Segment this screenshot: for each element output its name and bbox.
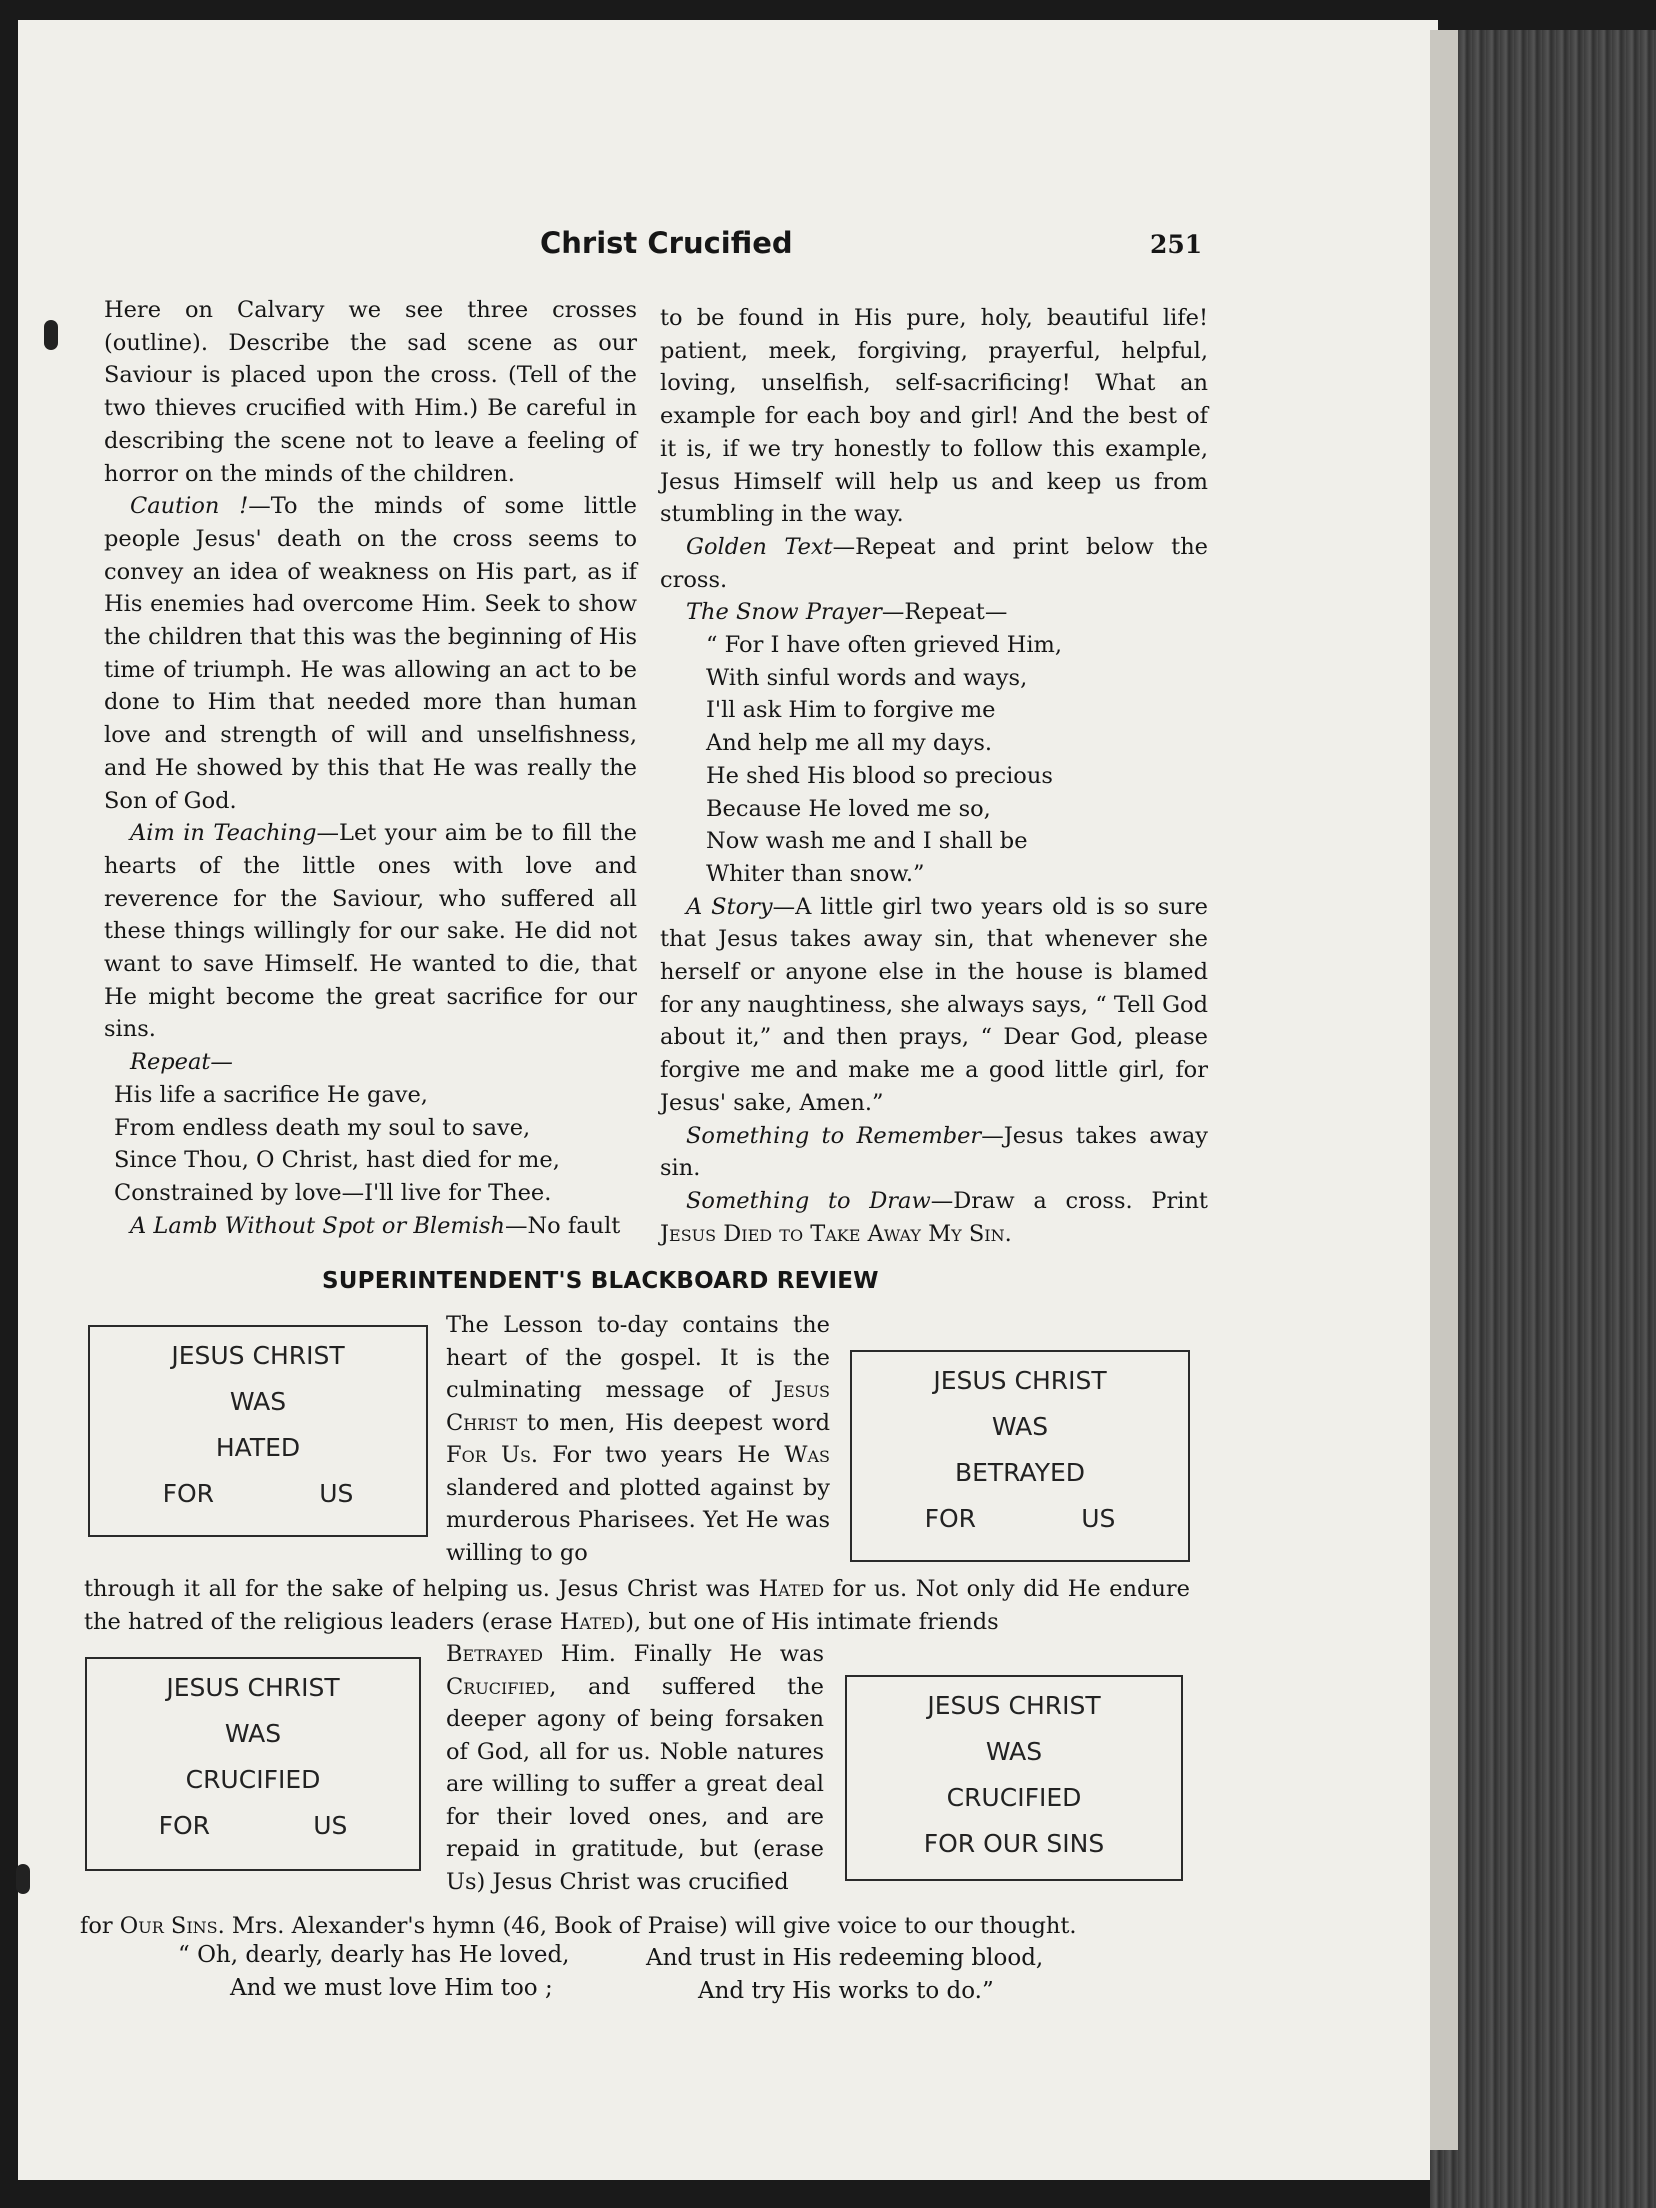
section-title: SUPERINTENDENT'S BLACKBOARD REVIEW: [322, 1268, 879, 1294]
hymn-verse-right: [646, 1942, 1043, 2008]
poem-label: Repeat—: [130, 1049, 233, 1076]
paragraph: Aim in Teaching—Let your aim be to fill the hearts of the little ones with love and reverence for the Saviour, who suffered all these things willingly for our sake. He did not want to save Himself. He wanted to die, that He might become the great sacrifice for our sins.: [104, 820, 637, 1043]
poem-line: He shed His blood so precious: [706, 762, 1053, 789]
hymn-line: “ Oh, dearly, dearly has He loved,: [178, 1942, 570, 1968]
hymn-line: And we must love Him too ;: [230, 1975, 553, 2001]
poem-line: His life a sacrifice He gave,: [114, 1081, 428, 1108]
paragraph: The Snow Prayer—Repeat—: [686, 599, 1008, 626]
poem-line: “ For I have often grieved Him,: [706, 632, 1063, 659]
paragraph: Caution !—To the minds of some little people Jesus' death on the cross seems to convey an idea of weakness on His part, as if His enemies had overcome Him. Seek to show the children that this was the beginning of His time of triumph. He was allowing an act to be done to Him that needed more than human love and strength of will and unselfishness, and He showed by this that He was really the Son of God.: [104, 493, 637, 814]
left-column: [104, 294, 637, 1242]
page-number: 251: [1150, 230, 1203, 259]
blackboard-crucified-for-us: JESUS CHRIST WAS CRUCIFIED FOR US: [85, 1657, 421, 1871]
paragraph: A Lamb Without Spot or Blemish—No fault: [130, 1212, 621, 1239]
poem-line: And help me all my days.: [706, 730, 993, 757]
binding-hole: [16, 1864, 30, 1894]
review-text: for Our Sins. Mrs. Alexander's hymn (46, Book of Praise) will give voice to our thought.: [80, 1913, 1077, 1939]
paragraph: Here on Calvary we see three crosses (outline). Describe the sad scene as our Saviour is placed upon the cross. (Tell of the two thieves crucified with Him.) Be careful in describing the scene not to leave a feeling of horror on the minds of the children.: [104, 297, 637, 487]
hymn-line: And try His works to do.”: [698, 1978, 994, 2004]
poem-line: Now wash me and I shall be: [706, 828, 1028, 855]
poem-line: Because He loved me so,: [706, 795, 991, 822]
binding-hole: [44, 320, 58, 350]
hymn-line: And trust in His redeeming blood,: [646, 1945, 1044, 1971]
paragraph: A Story—A little girl two years old is so sure that Jesus takes away sin, that whenever she herself or anyone else in the house is blamed for any naughtiness, she always says, “ Tell God about it,” and then prays, “ Dear God, please forgive me and make me a good little girl, for Jesus' sake, Amen.”: [660, 893, 1208, 1116]
poem-line: With sinful words and ways,: [706, 664, 1028, 691]
poem-line: Since Thou, O Christ, hast died for me,: [114, 1147, 560, 1174]
paragraph: Something to Remember—Jesus takes away sin.: [660, 1122, 1208, 1182]
poem-line: Whiter than snow.”: [706, 860, 925, 887]
right-column: [660, 302, 1208, 1250]
hymn-verse-left: [178, 1939, 569, 2005]
review-text: through it all for the sake of helping us. Jesus Christ was Hated for us. Not only did He endure the hatred of the religious leaders (erase Hated), but one of His intimate friends: [84, 1576, 1191, 1635]
running-header: [0, 226, 1656, 266]
review-text: The Lesson to-day contains the heart of the gospel. It is the culminating message of Jesus Christ to men, His deepest word For Us. For two years He Was slandered and plotted against by murderous Pharisees. Yet He was willing to go: [446, 1312, 831, 1566]
snow-prayer-poem: [660, 629, 1208, 891]
poem-line: Constrained by love—I'll live for Thee.: [114, 1179, 552, 1206]
review-text: Betrayed Him. Finally He was Crucified, and suffered the deeper agony of being forsaken of God, all for us. Noble natures are willing to suffer a great deal for their loved ones, and are repaid in gratitude, but (erase Us) Jesus Christ was crucified: [446, 1641, 824, 1895]
paragraph: to be found in His pure, holy, beautiful life! patient, meek, forgiving, prayerful, helpful, loving, unselfish, self-sacrificing! What an example for each boy and girl! And the best of it is, if we try honestly to follow this example, Jesus Himself will help us and keep us from stumbling in the way.: [660, 305, 1208, 528]
paragraph: Something to Draw—Draw a cross. Print Jesus Died to Take Away My Sin.: [660, 1187, 1208, 1247]
repeat-poem: [104, 1079, 637, 1210]
paragraph: Golden Text—Repeat and print below the cross.: [660, 533, 1208, 593]
page-title: Christ Crucified: [540, 226, 793, 260]
book-fore-edge: [1430, 30, 1656, 2208]
blackboard-betrayed: JESUS CHRIST WAS BETRAYED FOR US: [850, 1350, 1190, 1562]
blackboard-crucified-for-our-sins: JESUS CHRIST WAS CRUCIFIED FOR OUR SINS: [845, 1675, 1183, 1881]
poem-line: From endless death my soul to save,: [114, 1114, 531, 1141]
blackboard-hated: JESUS CHRIST WAS HATED FOR US: [88, 1325, 428, 1537]
page-stack-edge: [1430, 30, 1458, 2150]
poem-line: I'll ask Him to forgive me: [706, 697, 996, 724]
